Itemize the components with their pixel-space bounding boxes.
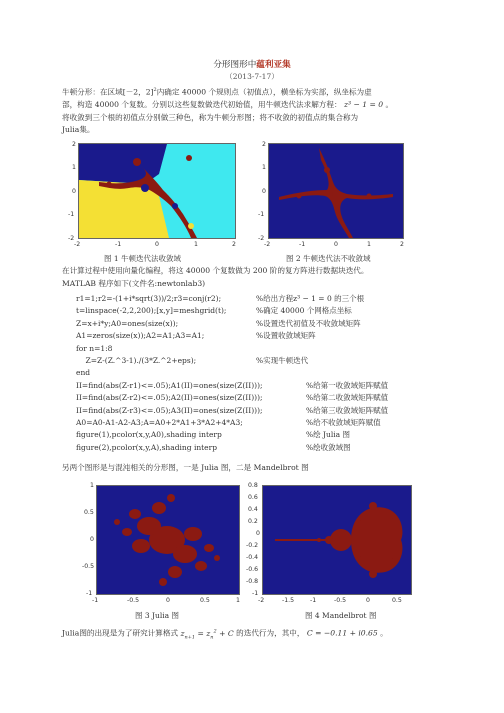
fig4-xtick: -1.5 [282, 597, 295, 604]
fig2-ytick: 1 [262, 164, 266, 171]
fig1-ytick: 2 [72, 141, 76, 148]
fig3-xtick: -0.5 [127, 597, 140, 604]
code-line [76, 330, 456, 342]
fig2-ytick: -2 [258, 235, 265, 242]
code-line [76, 318, 456, 330]
fig3-xtick: 1 [236, 597, 240, 604]
code-line [76, 405, 456, 417]
code-text: II=find(abs(Z-r2)<=.05);A2(II)=ones(size(Z(II))); [76, 393, 263, 403]
figure-4-plot [262, 485, 412, 595]
code-line [76, 367, 456, 379]
fig3-xtick: -1 [92, 597, 99, 604]
fig2-xtick: -1 [299, 241, 306, 248]
fig4-xtick: 0 [366, 597, 370, 604]
code-comment: %设置收敛域矩阵 [256, 331, 316, 341]
fig1-xtick: 0 [155, 241, 159, 248]
intro-line-3: 将收敛到三个根的初值点分别做三种色，称为牛顿分形图；将不收敛的初值点的集合称为 [62, 112, 359, 122]
code-line [76, 417, 456, 429]
fig4-ytick: -0.2 [246, 542, 259, 549]
code-text: A1=zeros(size(x));A2=A1;A3=A1; [76, 331, 205, 341]
title-prefix: 分形图形中 [213, 60, 257, 70]
figure-2-plot [268, 143, 404, 239]
intro-line-4: Julia集。 [62, 125, 95, 135]
fig1-ytick: 1 [72, 164, 76, 171]
fig4-ytick: -0.6 [246, 566, 259, 573]
code-line [76, 305, 456, 317]
c-value: C = −0.11 + i0.65 [306, 628, 378, 638]
middle-line-1: 在计算过程中使用向量化编程，将这 40000 个复数做为 200 阶的复方阵进行数据块迭代。 [62, 266, 369, 275]
code-line [76, 429, 456, 441]
bottom-paragraph: 另两个图形是与混沌相关的分形图，一是 Julia 图，二是 Mandelbrot 图 [62, 463, 309, 472]
fig2-xtick: 0 [334, 241, 338, 248]
iteration-formula: $z_{n+1} = z_n^2 + C$ [180, 628, 234, 641]
fig4-ytick: -1 [252, 590, 259, 597]
fig4-ytick: 0 [256, 530, 260, 537]
fig4-xtick: -1 [310, 597, 317, 604]
code-text: for n=1:8 [76, 343, 113, 353]
fig4-ytick: 0.8 [248, 482, 258, 489]
fig4-xtick: 0.5 [392, 597, 402, 604]
doc-title [0, 58, 504, 70]
fig1-xtick: -2 [74, 241, 81, 248]
fig3-xtick: 0.5 [200, 597, 210, 604]
fig4-ytick: -0.8 [246, 578, 259, 585]
code-listing [76, 293, 456, 454]
fig1-xtick: 2 [232, 241, 236, 248]
fig4-xtick: -2 [258, 597, 265, 604]
last-paragraph: Julia图的出现是为了研究计算格式 $z_{n+1} = z_n^2 + C$ 的迭代行为，其中， C = −0.11 + i0.65 。 [62, 628, 388, 641]
fig1-ytick: -1 [68, 211, 75, 218]
code-comment: %确定 40000 个网格点坐标 [256, 306, 352, 316]
fig4-ytick: 0.6 [248, 494, 258, 501]
intro-line-1: 牛顿分形：在区域[－2，2]$^2$内确定 40000 个规则点（初值点），横坐标为实部，纵坐标为虚 [62, 87, 372, 97]
figure-3-svg [97, 486, 239, 594]
code-text: end [76, 368, 91, 378]
fig2-xtick: -2 [264, 241, 271, 248]
figure-4-caption: 图 4 Mandelbrot 图 [305, 611, 377, 620]
fig2-ytick: -1 [258, 211, 265, 218]
code-comment: %给第三收敛域矩阵赋值 [306, 405, 389, 415]
fig3-ytick: -0.5 [82, 563, 95, 570]
fig2-xtick: 2 [400, 241, 404, 248]
code-line [76, 355, 456, 367]
fig3-ytick: 0 [90, 536, 94, 543]
code-line [76, 293, 456, 305]
fig1-ytick: 0 [72, 188, 76, 195]
code-comment: %给第二收敛域矩阵赋值 [306, 393, 389, 403]
last-text-1: Julia图的出现是为了研究计算格式 [62, 628, 179, 638]
fig2-xtick: 1 [367, 241, 371, 248]
fig2-ytick: 0 [262, 188, 266, 195]
code-line [76, 380, 456, 392]
figure-2-svg [269, 144, 403, 238]
middle-paragraph [62, 265, 442, 290]
code-text: Z=x+i*y;A0=ones(size(x)); [76, 318, 179, 328]
fig1-xtick: 1 [194, 241, 198, 248]
middle-line-2: MATLAB 程序如下(文件名:newtonlab3) [62, 278, 206, 288]
figure-3-caption: 图 3 Julia 图 [135, 611, 180, 620]
code-comment: %给第一收敛域矩阵赋值 [306, 380, 389, 390]
fig4-ytick: 0.2 [248, 518, 258, 525]
code-text: figure(2),pcolor(x,y,A),shading interp [76, 442, 218, 452]
code-comment: %给出方程z³ − 1 = 0 的三个根 [256, 294, 365, 303]
figure-1-svg [79, 144, 235, 238]
code-comment: %设置迭代初值及不收敛域矩阵 [256, 318, 361, 328]
code-line [76, 392, 456, 404]
last-text-2: 的迭代行为，其中， [236, 628, 305, 638]
fig3-ytick: -1 [86, 590, 93, 597]
fig2-ytick: 2 [262, 141, 266, 148]
code-comment: %给不收敛域矩阵赋值 [306, 417, 381, 427]
code-comment: %绘收敛域图 [306, 442, 351, 452]
code-line [76, 343, 456, 355]
fig4-ytick: 0.4 [248, 506, 258, 513]
fig3-ytick: 1 [90, 482, 94, 489]
code-text: II=find(abs(Z-r3)<=.05);A3(II)=ones(size(Z(II))); [76, 405, 263, 415]
fig1-ytick: -2 [68, 235, 75, 242]
code-text: r1=1;r2=-(1+i*sqrt(3))/2;r3=conj(r2); [76, 294, 222, 303]
code-line [76, 442, 456, 454]
figure-4-svg [263, 486, 411, 594]
figure-1-plot [78, 143, 236, 239]
intro-line-2: 部，构造 40000 个复数。分别以这些复数做迭代初始值，用牛顿迭代法求解方程： z³ − 1 = 0 。 [62, 100, 394, 110]
fig4-xtick: -0.5 [334, 597, 347, 604]
fig1-xtick: -1 [115, 241, 122, 248]
code-text: A0=A0-A1-A2-A3;A=A0+2*A1+3*A2+4*A3; [76, 417, 243, 427]
code-text: II=find(abs(Z-r1)<=.05);A1(II)=ones(size(Z(II))); [76, 380, 263, 390]
code-comment: %绘 Julia 图 [306, 430, 351, 440]
code-text: figure(1),pcolor(x,y,A0),shading interp [76, 430, 222, 440]
figure-2-caption: 图 2 牛顿迭代法不收敛域 [286, 254, 371, 263]
code-text: t=linspace(-2,2,200);[x,y]=meshgrid(t); [76, 306, 227, 316]
figure-1-caption: 图 1 牛顿迭代法收敛域 [104, 254, 182, 263]
title-emphasis: 蕴利亚集 [256, 60, 291, 70]
doc-date: （2013-7-17） [225, 72, 279, 81]
figure-3-plot [96, 485, 240, 595]
fig4-ytick: -0.4 [246, 554, 259, 561]
intro-paragraph [62, 84, 442, 137]
fig3-ytick: 0.5 [84, 509, 94, 516]
fig3-xtick: 0 [166, 597, 170, 604]
code-text: Z=Z-(Z.^3-1)./(3*Z.^2+eps); [76, 355, 197, 365]
code-comment: %实现牛顿迭代 [256, 355, 309, 365]
